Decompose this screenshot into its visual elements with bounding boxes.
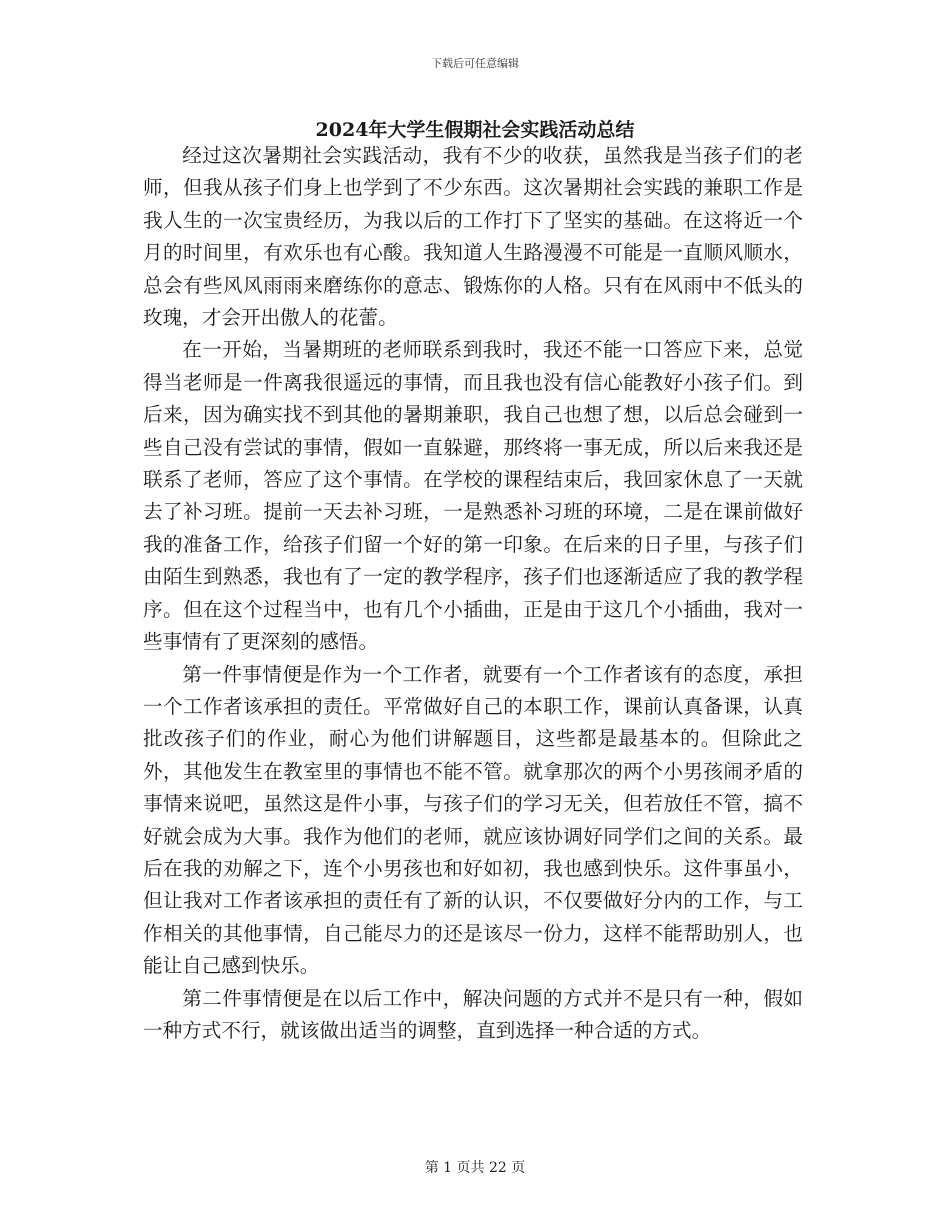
paragraph: 在一开始，当暑期班的老师联系到我时，我还不能一口答应下来，总觉得当老师是一件离我很遥远的事情，而且我也没有信心能教好小孩子们。到后来，因为确实找不到其他的暑期兼职，我自己也想了想，以后总会碰到一些自己没有尝试的事情，假如一直躲避，那终将一事无成，所以后来我还是联系了老师，答应了这个事情。在学校的课程结束后，我回家休息了一天就去了补习班。提前一天去补习班，一是熟悉补习班的环境，二是在课前做好我的准备工作，给孩子们留一个好的第一印象。在后来的日子里，与孩子们由陌生到熟悉，我也有了一定的教学程序，孩子们也逐渐适应了我的教学程序。但在这个过程当中，也有几个小插曲，正是由于这几个小插曲，我对一些事情有了更深刻的感悟。 bbox=[143, 338, 803, 654]
paragraph: 第一件事情便是作为一个工作者，就要有一个工作者该有的态度，承担一个工作者该承担的责任。平常做好自己的本职工作，课前认真备课，认真批改孩子们的作业，耐心为他们讲解题目，这些都是最基本的。但除此之外，其他发生在教室里的事情也不能不管。就拿那次的两个小男孩闹矛盾的事情来说吧，虽然这是件小事，与孩子们的学习无关，但若放任不管，搞不好就会成为大事。我作为他们的老师，就应该协调好同学们之间的关系。最后在我的劝解之下，连个小男孩也和好如初，我也感到快乐。这件事虽小，但让我对工作者该承担的责任有了新的认识，不仅要做好分内的工作，与工作相关的其他事情，自己能尽力的还是该尽一份力，这样不能帮助别人，也能让自己感到快乐。 bbox=[143, 662, 803, 978]
document-body bbox=[143, 140, 803, 1047]
paragraph: 经过这次暑期社会实践活动，我有不少的收获，虽然我是当孩子们的老师，但我从孩子们身上也学到了不少东西。这次暑期社会实践的兼职工作是我人生的一次宝贵经历，为我以后的工作打下了坚实的基础。在这将近一个月的时间里，有欢乐也有心酸。我知道人生路漫漫不可能是一直顺风顺水，总会有些风风雨雨来磨练你的意志、锻炼你的人格。只有在风雨中不低头的玫瑰，才会开出傲人的花蕾。 bbox=[143, 144, 803, 330]
paragraph: 第二件事情便是在以后工作中，解决问题的方式并不是只有一种，假如一种方式不行，就该做出适当的调整，直到选择一种合适的方式。 bbox=[143, 986, 803, 1042]
header-note: 下载后可任意编辑 bbox=[431, 57, 519, 70]
page-number: 第 1 页共 22 页 bbox=[424, 1160, 526, 1176]
document-title: 2024年大学生假期社会实践活动总结 bbox=[315, 119, 635, 141]
